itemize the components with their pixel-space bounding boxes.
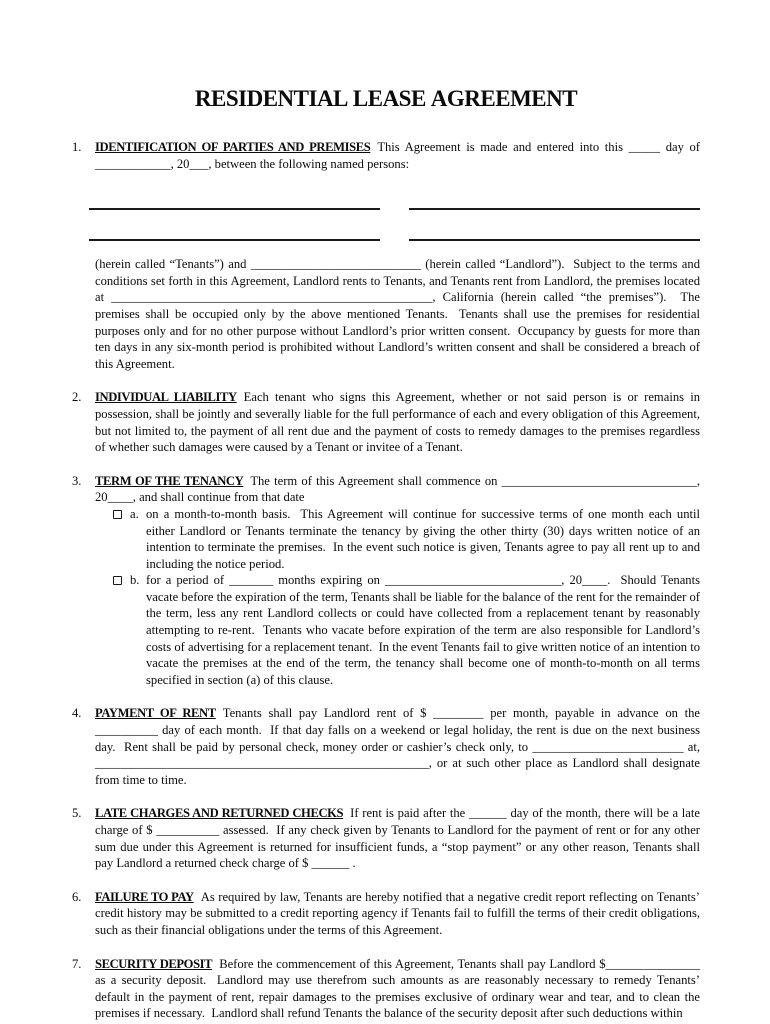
party-name-line-row xyxy=(89,179,700,210)
section-heading: PAYMENT OF RENT xyxy=(95,706,216,721)
section-text: Each tenant who signs this Agreement, whether or not said person is or remains in possession, shall be jointly and severally liable for the full performance of each and every obligation of this Agreement, but not limited to, the payment of all rent due and the payment of costs to remedy damages to the premises regardless of whether such damages were caused by a Tenant or invitee of a Tenant. xyxy=(95,390,704,455)
section-heading: FAILURE TO PAY xyxy=(95,889,194,904)
document-title: RESIDENTIAL LEASE AGREEMENT xyxy=(194,86,578,111)
tenant-name-blank-4[interactable] xyxy=(409,239,700,241)
option-text: for a period of _______ months expiring on ____________________________, 20____. Should Tenants vacate before the expiration of the term, Tenants shall be liable for the balance of the rent for the remainder of the term, less any rent Landlord collects or could have collected from a replacement tenant by reasonably attempting to re-rent. Tenants who vacate before expiration of the term are also responsible for Landlord’s costs of advertising for a replacement tenant. In the event Tenants fail to give written notice of an intention to vacate the premises at the end of the term, the tenancy shall become one of month-to-month on all terms specified in section (a) of this clause. xyxy=(146,573,704,687)
section-number: 3. xyxy=(72,473,82,488)
section-failure-to-pay xyxy=(72,889,704,939)
section-identification-of-parties xyxy=(72,139,704,372)
checkbox-icon[interactable] xyxy=(113,510,122,519)
section-heading: LATE CHARGES AND RETURNED CHECKS xyxy=(95,806,344,821)
section-text: As required by law, Tenants are hereby notified that a negative credit report reflecting on Tenants’ credit history may be submitted to a credit reporting agency if Tenants fail to fulfill the terms of their credit obligations, such as their financial obligations under the terms of this Agreement. xyxy=(95,889,704,937)
section-heading: TERM OF THE TENANCY xyxy=(95,473,244,488)
term-option-fixed-period xyxy=(113,572,704,688)
checkbox-icon[interactable] xyxy=(113,576,122,585)
section-payment-of-rent xyxy=(72,705,704,788)
option-label: b. xyxy=(130,573,140,588)
section-number: 7. xyxy=(72,956,82,971)
section-text: Before the commencement of this Agreement, Tenants shall pay Landlord $_______________ as a security deposit. Landlord may use therefrom such amounts as are reasonably necessary to remedy Tenants’ default in the payment of rent, repair damages to the premises exclusive of ordinary wear and tear, and to clean the premises if necessary. Landlord shall refund Tenants the balance of the security deposit after such deductions within xyxy=(95,956,704,1021)
section-number: 1. xyxy=(72,140,82,154)
section-heading: IDENTIFICATION OF PARTIES AND PREMISES xyxy=(95,140,371,154)
section-term-of-tenancy xyxy=(72,473,704,689)
section-number: 4. xyxy=(72,706,82,721)
section-text: (herein called “Tenants”) and ___________________________ (herein called “Landlord”). Subject to the terms and conditions set forth in this Agreement, Landlord rents to Tenants, and Tenants rent from Landlord, the premises located at ___________________________________________________, California (herein called “the premises”). The premises shall be occupied only by the above mentioned Tenants. Tenants shall use the premises for residential purposes only and for no other purpose without Landlord’s prior written consent. Occupancy by guests for more than ten days in any six-month period is prohibited without Landlord’s written consent and shall be considered a breach of this Agreement. xyxy=(95,257,704,371)
term-option-month-to-month xyxy=(113,506,704,572)
section-text: If rent is paid after the ______ day of the month, there will be a late charge of $ __________ assessed. If any check given by Tenants to Landlord for the payment of rent or for any other sum due under this Agreement is returned for insufficient funds, a “stop payment” or any other reason, Tenants shall pay Landlord a returned check charge of $ ______ . xyxy=(95,806,704,871)
option-label: a. xyxy=(130,506,139,521)
option-text: on a month-to-month basis. This Agreement will continue for successive terms of one month each until either Landlord or Tenants terminate the tenancy by giving the other thirty (30) days written notice of an intention to terminate the premises. In the event such notice is given, Tenants agree to pay all rent up to and including the notice period. xyxy=(146,506,704,571)
section-late-charges xyxy=(72,805,704,871)
section-heading: INDIVIDUAL LIABILITY xyxy=(95,390,237,405)
section-number: 2. xyxy=(72,390,82,405)
section-security-deposit xyxy=(72,956,704,1022)
section-number: 5. xyxy=(72,806,82,821)
section-text: Tenants shall pay Landlord rent of $ ________ per month, payable in advance on the __________ day of each month. If that day falls on a weekend or legal holiday, the rent is due on the next business day. Rent shall be paid by personal check, money order or cashier’s check only, to ________________________ at, _____________________________________________________, or at such other place as Landlord shall designate from time to time. xyxy=(95,706,704,787)
section-heading: SECURITY DEPOSIT xyxy=(95,956,213,971)
tenant-name-blank-1[interactable] xyxy=(89,208,380,210)
party-name-lines xyxy=(95,179,700,241)
section-number: 6. xyxy=(72,889,82,904)
section-individual-liability xyxy=(72,389,704,455)
party-name-line-row xyxy=(89,210,700,241)
section-text: The term of this Agreement shall commence on _______________________________, 20____, and shall continue from that date xyxy=(95,473,704,505)
tenant-name-blank-2[interactable] xyxy=(409,208,700,210)
tenant-name-blank-3[interactable] xyxy=(89,239,380,241)
section-text: This Agreement is made and entered into this _____ day of ____________, 20___, between the following named persons: xyxy=(95,140,704,171)
